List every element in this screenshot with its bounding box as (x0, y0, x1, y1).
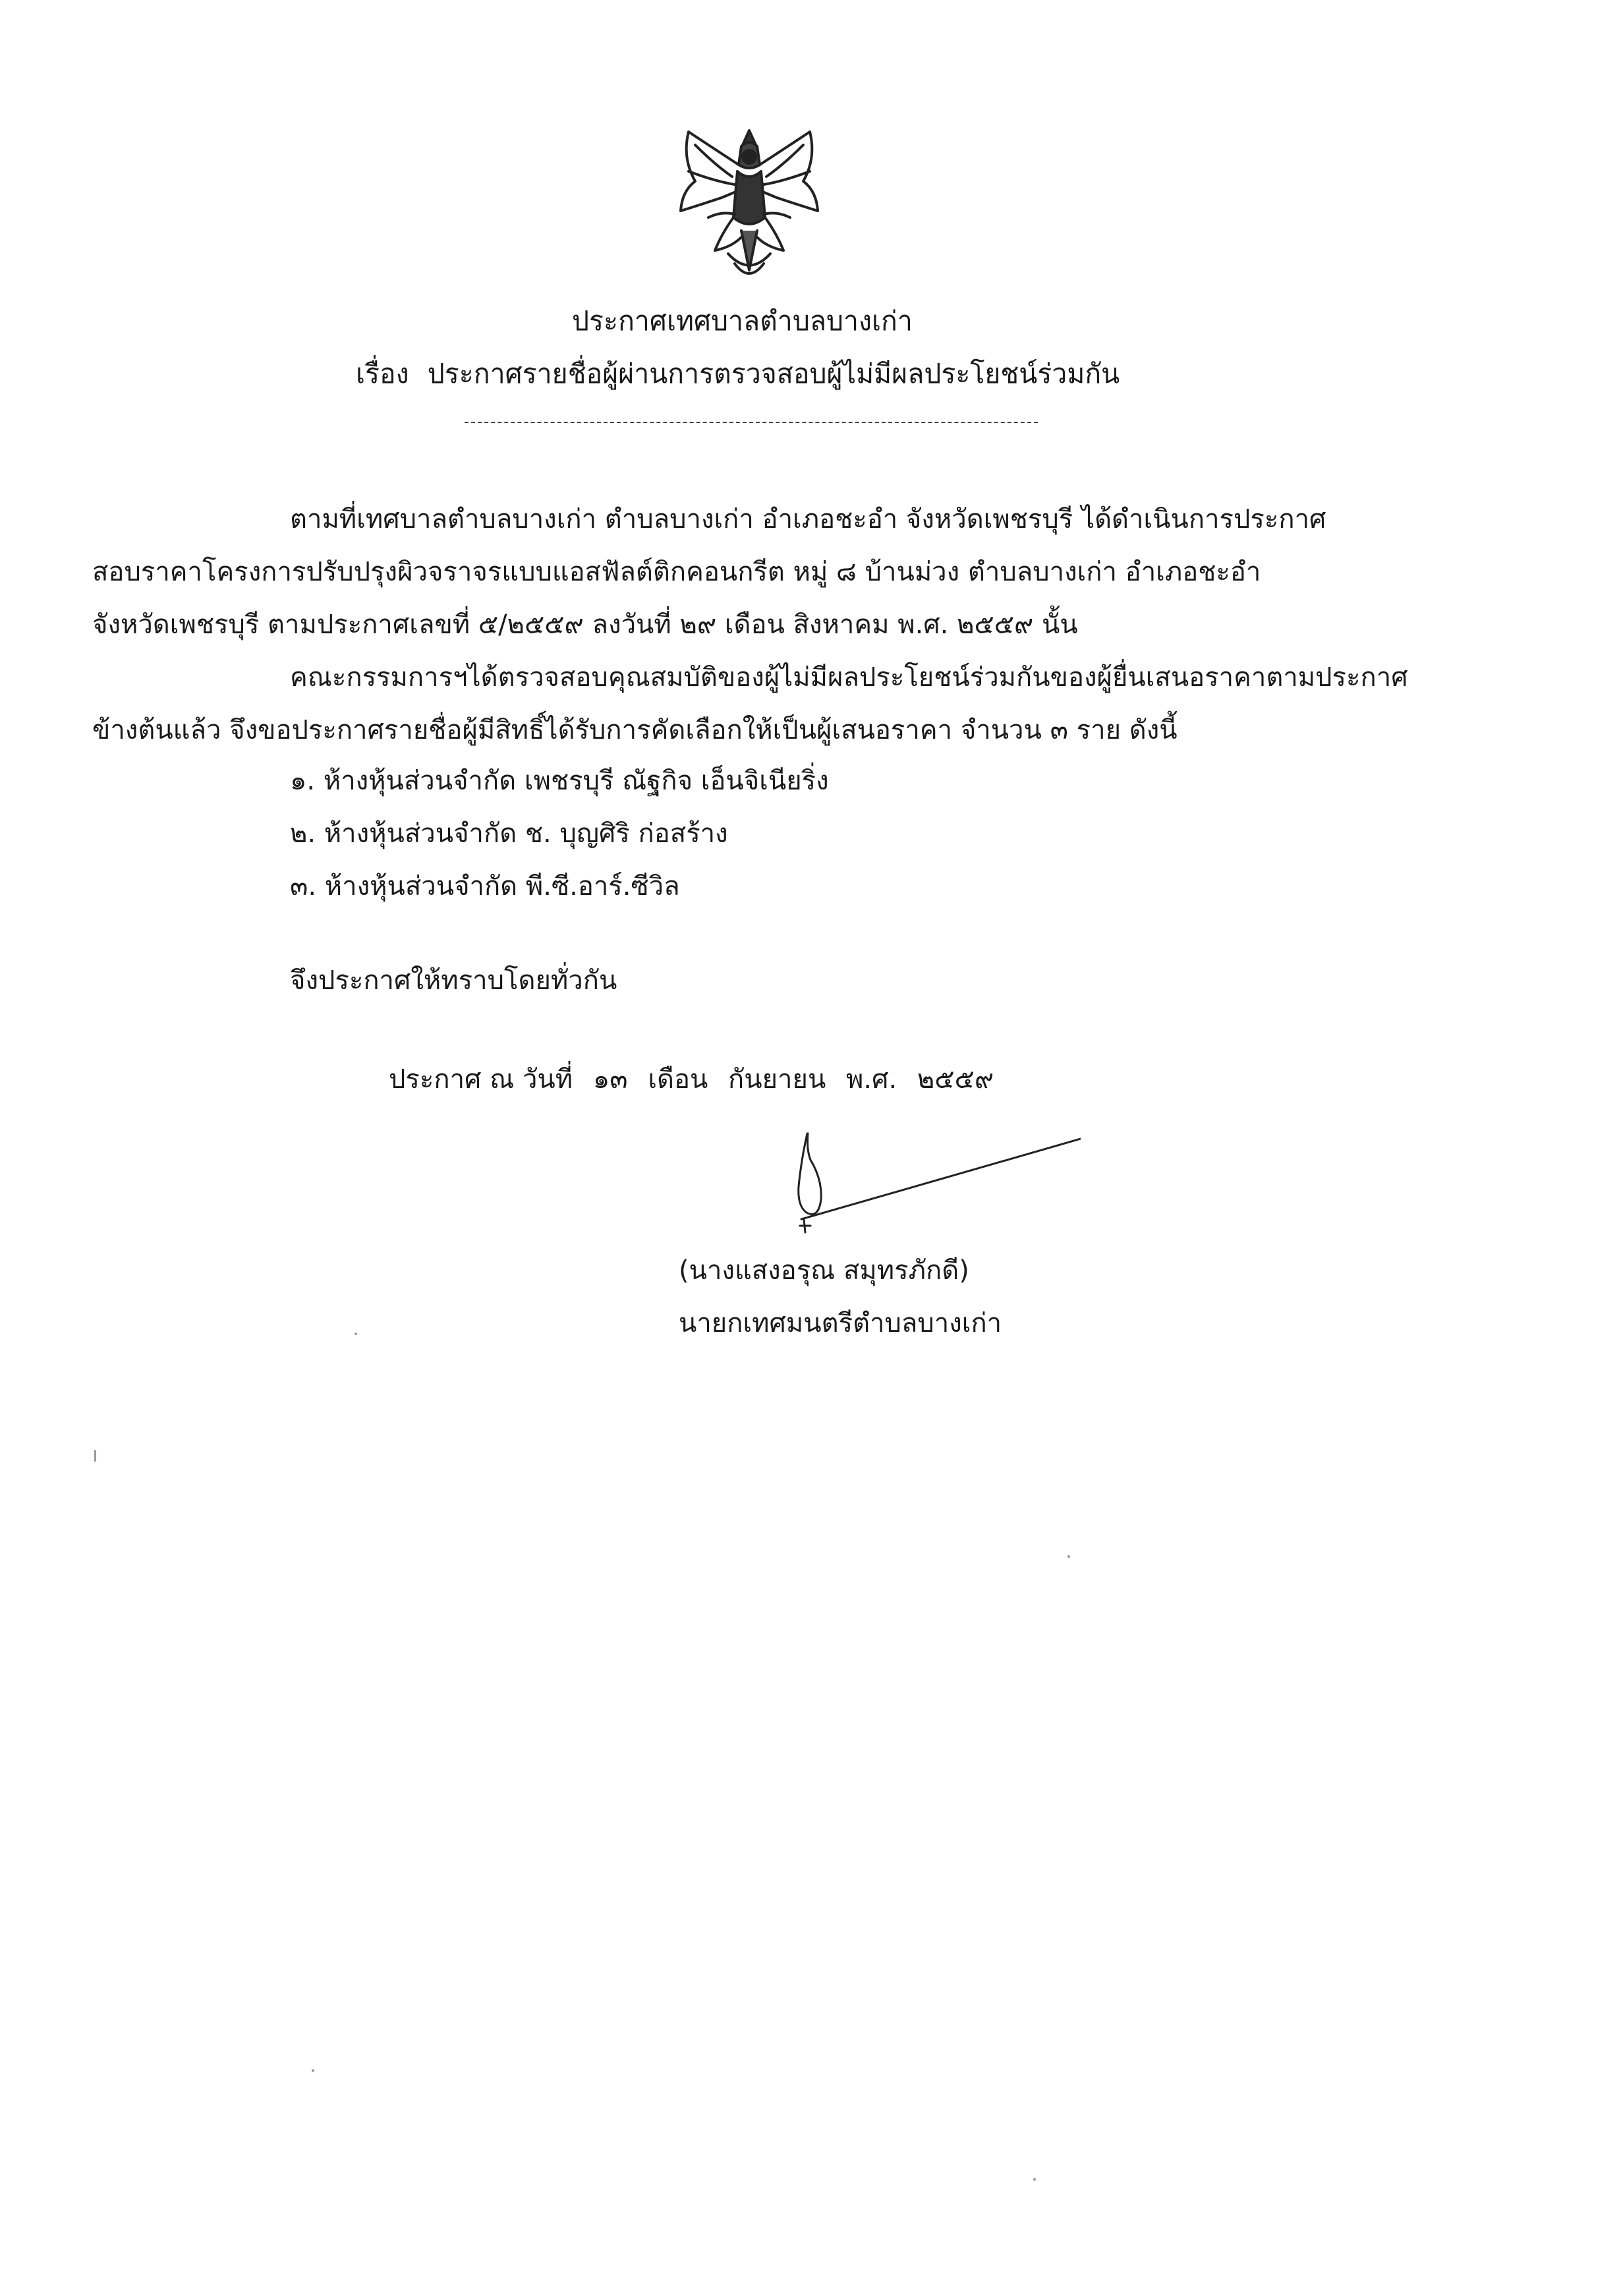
list-item: ๒. ห้างหุ้นส่วนจำกัด ช. บุญศิริ ก่อสร้าง (290, 818, 728, 849)
announcement-title: ประกาศเทศบาลตำบลบางเก่า (572, 305, 913, 337)
date-year: ๒๕๕๙ (917, 1064, 994, 1095)
date-day: ๑๓ (592, 1064, 628, 1095)
date-month: กันยายน (728, 1064, 826, 1095)
paragraph2-line1: คณะกรรมการฯได้ตรวจสอบคุณสมบัติของผู้ไม่มีผลประโยชน์ร่วมกันของผู้ยื่นเสนอราคาตามประกาศ (290, 662, 1408, 693)
scan-speck (1067, 1555, 1070, 1558)
list-item: ๑. ห้างหุ้นส่วนจำกัด เพชรบุรี ณัฐกิจ เอ็นจิเนียริ่ง (290, 766, 829, 796)
garuda-emblem-icon (669, 119, 830, 290)
subject-label: เรื่อง (356, 358, 409, 389)
announcement-date (389, 1058, 994, 1100)
date-prefix: ประกาศ ณ วันที่ (389, 1064, 573, 1095)
closing-statement: จึงประกาศให้ทราบโดยทั่วกัน (290, 965, 617, 996)
signer-position: นายกเทศมนตรีตำบลบางเก่า (679, 1308, 1002, 1338)
date-year-label: พ.ศ. (846, 1064, 897, 1095)
scan-speck (1033, 2178, 1036, 2181)
scan-speck (312, 2069, 314, 2072)
subject-text: ประกาศรายชื่อผู้ผ่านการตรวจสอบผู้ไม่มีผลประโยชน์ร่วมกัน (427, 358, 1120, 389)
paragraph1-line2: สอบราคาโครงการปรับปรุงผิวจราจรแบบแอสฟัลต์ติกคอนกรีต หมู่ ๘ บ้านม่วง ตำบลบางเก่า อำเภอชะอำ (92, 557, 1261, 587)
qualified-bidders-list (290, 755, 829, 913)
signer-name: (นางแสงอรุณ สมุทรภักดี) (679, 1255, 969, 1286)
signature-scribble-icon (738, 1120, 1081, 1252)
date-month-label: เดือน (648, 1064, 708, 1095)
paragraph1-line3: จังหวัดเพชรบุรี ตามประกาศเลขที่ ๕/๒๕๕๙ ลงวันที่ ๒๙ เดือน สิงหาคม พ.ศ. ๒๕๕๙ นั้น (92, 610, 1078, 640)
list-item: ๓. ห้างหุ้นส่วนจำกัด พี.ซี.อาร์.ซีวิล (290, 871, 680, 902)
paragraph2-line2: ข้างต้นแล้ว จึงขอประกาศรายชื่อผู้มีสิทธิ์ได้รับการคัดเลือกให้เป็นผู้เสนอราคา จำนวน ๓ ราย ดังนี้ (92, 715, 1178, 745)
announcement-subject (356, 353, 1120, 395)
title-separator (465, 422, 1038, 423)
scan-speck (355, 1333, 357, 1335)
paragraph1-line1: ตามที่เทศบาลตำบลบางเก่า ตำบลบางเก่า อำเภอชะอำ จังหวัดเพชรบุรี ได้ดำเนินการประกาศ (290, 504, 1326, 534)
scan-speck (94, 1450, 96, 1462)
